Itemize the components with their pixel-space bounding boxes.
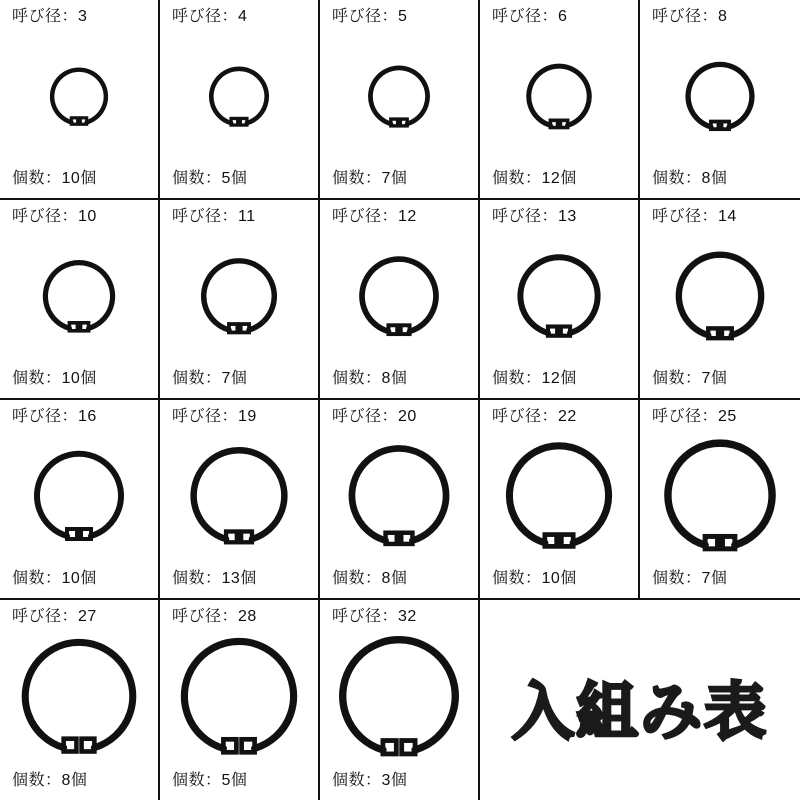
retaining-ring-icon bbox=[164, 226, 314, 371]
nominal-diameter-label: 呼び径：32 bbox=[332, 608, 417, 625]
nominal-diameter-label: 呼び径：27 bbox=[12, 608, 97, 625]
quantity-label: 個数：10個 bbox=[492, 570, 577, 588]
quantity-label: 個数：8個 bbox=[332, 370, 408, 388]
nominal-diameter-label: 呼び径：12 bbox=[332, 208, 417, 225]
quantity-label: 個数：8個 bbox=[652, 170, 728, 188]
quantity-label: 個数：7個 bbox=[332, 170, 408, 188]
parts-cell bbox=[320, 600, 480, 800]
quantity-label: 個数：7個 bbox=[652, 570, 728, 588]
retaining-ring-icon bbox=[4, 226, 154, 371]
retaining-ring-icon bbox=[644, 226, 796, 371]
nominal-diameter-label: 呼び径：20 bbox=[332, 408, 417, 425]
parts-cell bbox=[480, 0, 640, 200]
nominal-diameter-label: 呼び径：28 bbox=[172, 608, 257, 625]
retaining-ring-icon bbox=[484, 426, 634, 571]
quantity-label: 個数：5個 bbox=[172, 170, 248, 188]
quantity-label: 個数：5個 bbox=[172, 772, 248, 790]
retaining-ring-icon bbox=[644, 26, 796, 171]
nominal-diameter-label: 呼び径：19 bbox=[172, 408, 257, 425]
quantity-label: 個数：7個 bbox=[172, 370, 248, 388]
parts-cell bbox=[320, 400, 480, 600]
sheet-title-logo bbox=[480, 600, 800, 800]
retaining-ring-icon bbox=[484, 26, 634, 171]
parts-cell bbox=[0, 0, 160, 200]
quantity-label: 個数：13個 bbox=[172, 570, 257, 588]
retaining-ring-icon bbox=[164, 26, 314, 171]
retaining-ring-icon bbox=[324, 226, 474, 371]
nominal-diameter-label: 呼び径：25 bbox=[652, 408, 737, 425]
nominal-diameter-label: 呼び径：4 bbox=[172, 8, 248, 25]
parts-cell bbox=[480, 200, 640, 400]
quantity-label: 個数：3個 bbox=[332, 772, 408, 790]
parts-cell bbox=[0, 600, 160, 800]
quantity-label: 個数：8個 bbox=[332, 570, 408, 588]
retaining-ring-icon bbox=[4, 626, 154, 773]
quantity-label: 個数：7個 bbox=[652, 370, 728, 388]
retaining-ring-icon bbox=[4, 26, 154, 171]
nominal-diameter-label: 呼び径：22 bbox=[492, 408, 577, 425]
parts-cell bbox=[160, 0, 320, 200]
parts-cell bbox=[320, 0, 480, 200]
retaining-ring-icon bbox=[324, 626, 474, 773]
nominal-diameter-label: 呼び径：14 bbox=[652, 208, 737, 225]
parts-cell bbox=[640, 200, 800, 400]
retaining-ring-icon bbox=[484, 226, 634, 371]
nominal-diameter-label: 呼び径：10 bbox=[12, 208, 97, 225]
parts-cell bbox=[640, 0, 800, 200]
nominal-diameter-label: 呼び径：8 bbox=[652, 8, 728, 25]
sheet-title-logo-text: 入組み表 bbox=[511, 675, 768, 748]
retaining-ring-icon bbox=[324, 26, 474, 171]
nominal-diameter-label: 呼び径：16 bbox=[12, 408, 97, 425]
parts-cell bbox=[160, 400, 320, 600]
retaining-ring-icon bbox=[4, 426, 154, 571]
parts-cell bbox=[0, 200, 160, 400]
parts-cell bbox=[0, 400, 160, 600]
quantity-label: 個数：10個 bbox=[12, 370, 97, 388]
quantity-label: 個数：10個 bbox=[12, 170, 97, 188]
quantity-label: 個数：12個 bbox=[492, 370, 577, 388]
quantity-label: 個数：10個 bbox=[12, 570, 97, 588]
quantity-label: 個数：12個 bbox=[492, 170, 577, 188]
nominal-diameter-label: 呼び径：13 bbox=[492, 208, 577, 225]
parts-cell bbox=[160, 600, 320, 800]
parts-cell bbox=[320, 200, 480, 400]
nominal-diameter-label: 呼び径：3 bbox=[12, 8, 88, 25]
parts-cell bbox=[640, 400, 800, 600]
quantity-label: 個数：8個 bbox=[12, 772, 88, 790]
retaining-ring-icon bbox=[644, 426, 796, 571]
retaining-ring-icon bbox=[164, 626, 314, 773]
nominal-diameter-label: 呼び径：5 bbox=[332, 8, 408, 25]
nominal-diameter-label: 呼び径：11 bbox=[172, 208, 256, 225]
retaining-ring-icon bbox=[324, 426, 474, 571]
nominal-diameter-label: 呼び径：6 bbox=[492, 8, 568, 25]
parts-cell bbox=[160, 200, 320, 400]
parts-cell bbox=[480, 400, 640, 600]
retaining-ring-icon bbox=[164, 426, 314, 571]
